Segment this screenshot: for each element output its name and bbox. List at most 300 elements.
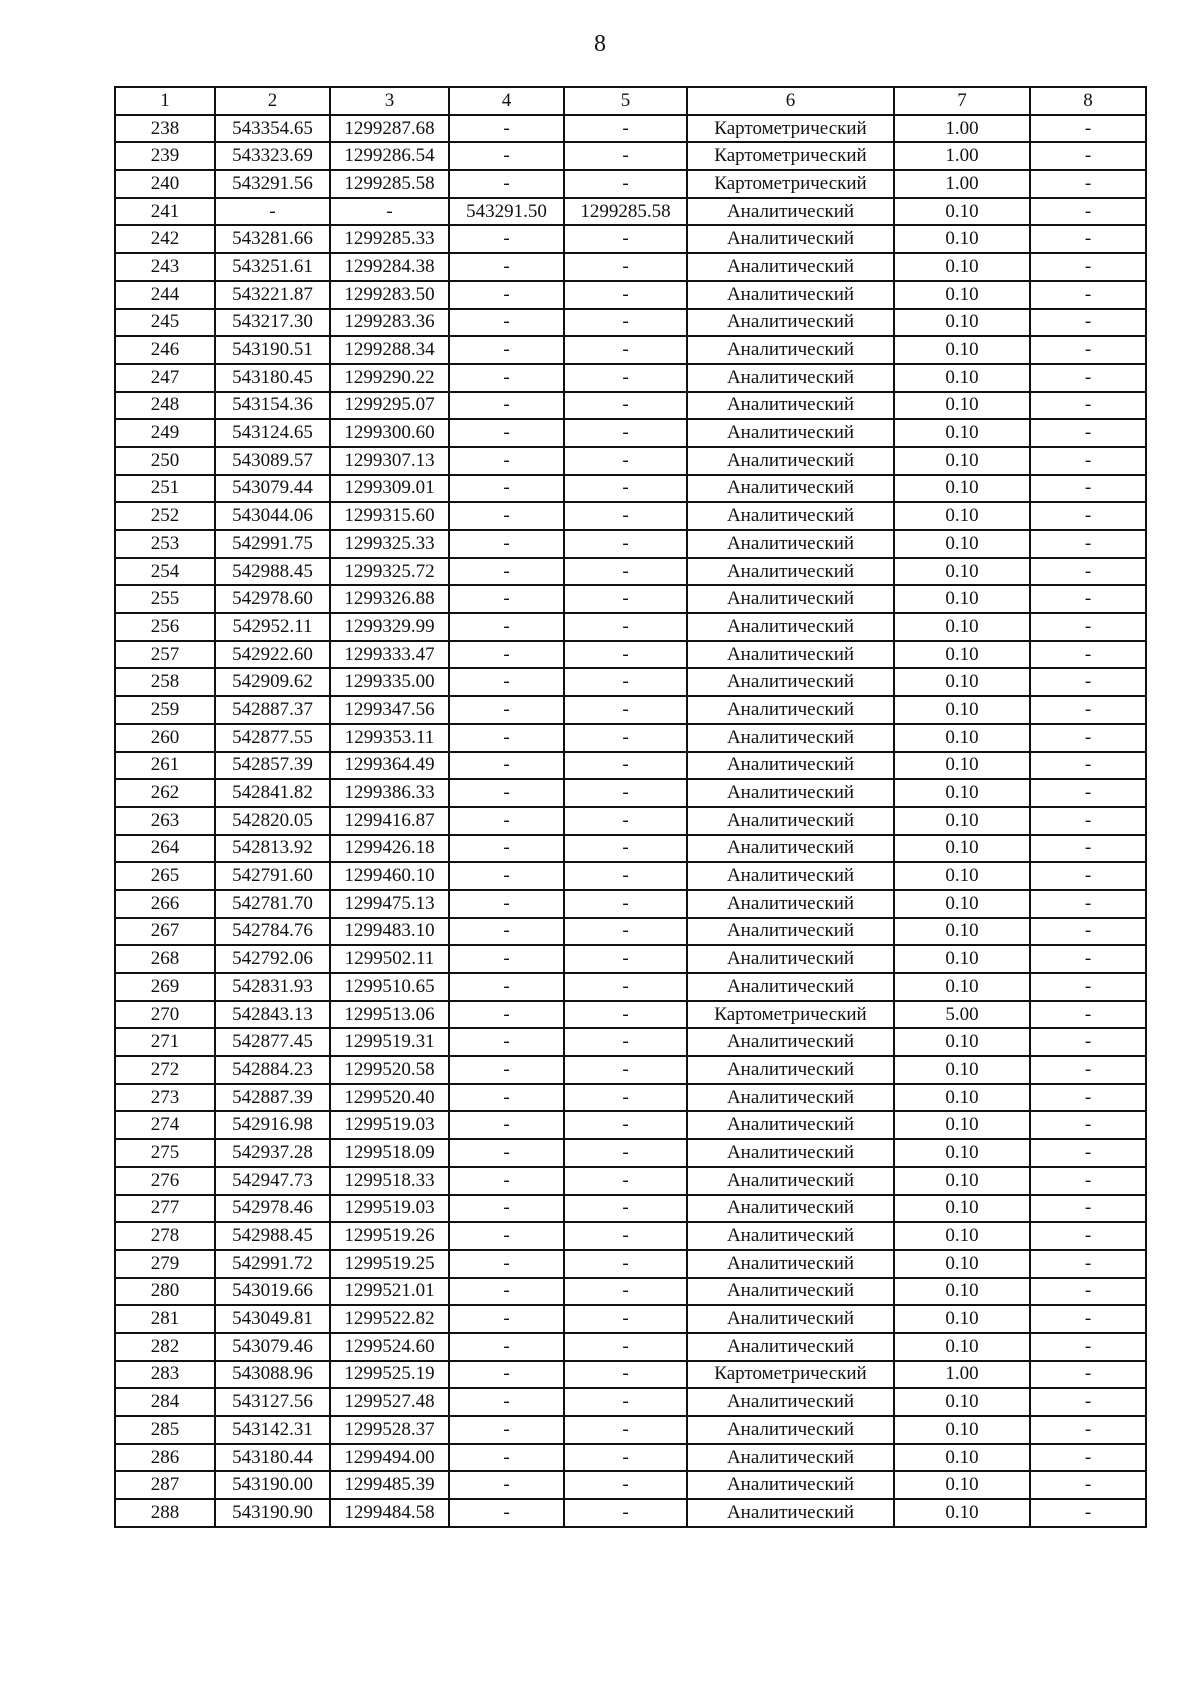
accuracy-cell: 0.10	[894, 696, 1030, 724]
y-new-cell: -	[564, 142, 687, 170]
y-coordinate-cell: 1299326.88	[330, 585, 449, 613]
accuracy-cell: 0.10	[894, 1084, 1030, 1112]
method-cell: Аналитический	[687, 1499, 894, 1527]
method-cell: Аналитический	[687, 475, 894, 503]
x-coordinate-cell: 543089.57	[215, 447, 330, 475]
y-coordinate-cell: 1299288.34	[330, 336, 449, 364]
y-new-cell: -	[564, 530, 687, 558]
note-cell: -	[1030, 309, 1146, 337]
table-row	[115, 475, 1146, 503]
table-body	[115, 115, 1146, 1527]
y-coordinate-cell: 1299347.56	[330, 696, 449, 724]
x-new-cell: -	[449, 1333, 564, 1361]
accuracy-cell: 0.10	[894, 890, 1030, 918]
x-new-cell: -	[449, 945, 564, 973]
column-header: 1	[115, 87, 215, 115]
y-coordinate-cell: 1299325.33	[330, 530, 449, 558]
note-cell: -	[1030, 585, 1146, 613]
note-cell: -	[1030, 198, 1146, 226]
x-coordinate-cell: 542781.70	[215, 890, 330, 918]
x-new-cell: -	[449, 1195, 564, 1223]
x-new-cell: -	[449, 1139, 564, 1167]
x-coordinate-cell: -	[215, 198, 330, 226]
note-cell: -	[1030, 696, 1146, 724]
y-new-cell: -	[564, 1444, 687, 1472]
point-number-cell: 252	[115, 502, 215, 530]
y-coordinate-cell: 1299416.87	[330, 807, 449, 835]
y-coordinate-cell: 1299295.07	[330, 392, 449, 420]
note-cell: -	[1030, 1333, 1146, 1361]
y-coordinate-cell: 1299335.00	[330, 668, 449, 696]
y-new-cell: -	[564, 170, 687, 198]
point-number-cell: 270	[115, 1001, 215, 1029]
accuracy-cell: 0.10	[894, 945, 1030, 973]
note-cell: -	[1030, 1001, 1146, 1029]
accuracy-cell: 0.10	[894, 835, 1030, 863]
y-new-cell: -	[564, 1222, 687, 1250]
column-header: 2	[215, 87, 330, 115]
x-new-cell: -	[449, 1499, 564, 1527]
x-new-cell: -	[449, 779, 564, 807]
method-cell: Аналитический	[687, 973, 894, 1001]
point-number-cell: 288	[115, 1499, 215, 1527]
accuracy-cell: 0.10	[894, 475, 1030, 503]
x-new-cell: -	[449, 1471, 564, 1499]
point-number-cell: 264	[115, 835, 215, 863]
point-number-cell: 248	[115, 392, 215, 420]
table-row	[115, 1471, 1146, 1499]
method-cell: Аналитический	[687, 1388, 894, 1416]
accuracy-cell: 0.10	[894, 558, 1030, 586]
note-cell: -	[1030, 1195, 1146, 1223]
y-coordinate-cell: 1299364.49	[330, 752, 449, 780]
accuracy-cell: 0.10	[894, 862, 1030, 890]
point-number-cell: 283	[115, 1361, 215, 1389]
x-coordinate-cell: 543281.66	[215, 225, 330, 253]
x-new-cell: -	[449, 225, 564, 253]
x-coordinate-cell: 542877.45	[215, 1028, 330, 1056]
note-cell: -	[1030, 1167, 1146, 1195]
table-row	[115, 724, 1146, 752]
y-coordinate-cell: 1299283.50	[330, 281, 449, 309]
table-row	[115, 1444, 1146, 1472]
method-cell: Аналитический	[687, 1333, 894, 1361]
y-coordinate-cell: 1299519.03	[330, 1195, 449, 1223]
method-cell: Аналитический	[687, 1195, 894, 1223]
method-cell: Аналитический	[687, 392, 894, 420]
note-cell: -	[1030, 281, 1146, 309]
x-new-cell: -	[449, 1111, 564, 1139]
accuracy-cell: 0.10	[894, 1250, 1030, 1278]
accuracy-cell: 0.10	[894, 1056, 1030, 1084]
method-cell: Аналитический	[687, 1250, 894, 1278]
note-cell: -	[1030, 558, 1146, 586]
table-row	[115, 170, 1146, 198]
note-cell: -	[1030, 1416, 1146, 1444]
x-coordinate-cell: 543291.56	[215, 170, 330, 198]
table-row	[115, 1416, 1146, 1444]
x-new-cell: -	[449, 253, 564, 281]
y-coordinate-cell: 1299519.26	[330, 1222, 449, 1250]
x-coordinate-cell: 542813.92	[215, 835, 330, 863]
table-row	[115, 807, 1146, 835]
note-cell: -	[1030, 142, 1146, 170]
table-row	[115, 1084, 1146, 1112]
x-coordinate-cell: 542784.76	[215, 918, 330, 946]
y-coordinate-cell: 1299521.01	[330, 1278, 449, 1306]
y-new-cell: -	[564, 447, 687, 475]
x-new-cell: -	[449, 1167, 564, 1195]
x-coordinate-cell: 543221.87	[215, 281, 330, 309]
y-new-cell: -	[564, 1471, 687, 1499]
y-new-cell: -	[564, 752, 687, 780]
point-number-cell: 265	[115, 862, 215, 890]
x-coordinate-cell: 543049.81	[215, 1305, 330, 1333]
accuracy-cell: 0.10	[894, 1167, 1030, 1195]
x-coordinate-cell: 543323.69	[215, 142, 330, 170]
x-new-cell: -	[449, 336, 564, 364]
table-row	[115, 1001, 1146, 1029]
note-cell: -	[1030, 1028, 1146, 1056]
note-cell: -	[1030, 1361, 1146, 1389]
y-new-cell: -	[564, 1195, 687, 1223]
method-cell: Аналитический	[687, 1222, 894, 1250]
x-coordinate-cell: 543154.36	[215, 392, 330, 420]
point-number-cell: 287	[115, 1471, 215, 1499]
method-cell: Аналитический	[687, 225, 894, 253]
table-row	[115, 945, 1146, 973]
accuracy-cell: 0.10	[894, 253, 1030, 281]
x-new-cell: 543291.50	[449, 198, 564, 226]
method-cell: Аналитический	[687, 807, 894, 835]
coordinates-table	[114, 86, 1147, 1528]
accuracy-cell: 0.10	[894, 1278, 1030, 1306]
y-new-cell: -	[564, 1388, 687, 1416]
note-cell: -	[1030, 1139, 1146, 1167]
accuracy-cell: 0.10	[894, 779, 1030, 807]
point-number-cell: 285	[115, 1416, 215, 1444]
table-row	[115, 973, 1146, 1001]
x-new-cell: -	[449, 558, 564, 586]
x-coordinate-cell: 543079.44	[215, 475, 330, 503]
method-cell: Аналитический	[687, 835, 894, 863]
method-cell: Аналитический	[687, 1416, 894, 1444]
y-new-cell: -	[564, 1499, 687, 1527]
note-cell: -	[1030, 945, 1146, 973]
accuracy-cell: 0.10	[894, 1195, 1030, 1223]
x-new-cell: -	[449, 392, 564, 420]
y-coordinate-cell: 1299519.31	[330, 1028, 449, 1056]
y-new-cell: -	[564, 890, 687, 918]
note-cell: -	[1030, 1444, 1146, 1472]
method-cell: Аналитический	[687, 1111, 894, 1139]
point-number-cell: 246	[115, 336, 215, 364]
x-new-cell: -	[449, 1388, 564, 1416]
note-cell: -	[1030, 502, 1146, 530]
point-number-cell: 261	[115, 752, 215, 780]
point-number-cell: 255	[115, 585, 215, 613]
y-coordinate-cell: 1299525.19	[330, 1361, 449, 1389]
note-cell: -	[1030, 862, 1146, 890]
note-cell: -	[1030, 1111, 1146, 1139]
y-new-cell: -	[564, 1001, 687, 1029]
point-number-cell: 241	[115, 198, 215, 226]
y-coordinate-cell: -	[330, 198, 449, 226]
accuracy-cell: 0.10	[894, 724, 1030, 752]
x-new-cell: -	[449, 1222, 564, 1250]
y-new-cell: -	[564, 668, 687, 696]
accuracy-cell: 0.10	[894, 364, 1030, 392]
x-new-cell: -	[449, 475, 564, 503]
note-cell: -	[1030, 1278, 1146, 1306]
y-new-cell: -	[564, 225, 687, 253]
note-cell: -	[1030, 973, 1146, 1001]
table-row	[115, 1028, 1146, 1056]
x-coordinate-cell: 542857.39	[215, 752, 330, 780]
method-cell: Картометрический	[687, 170, 894, 198]
y-new-cell: -	[564, 807, 687, 835]
point-number-cell: 238	[115, 115, 215, 143]
table-row	[115, 696, 1146, 724]
y-new-cell: -	[564, 918, 687, 946]
x-coordinate-cell: 542988.45	[215, 1222, 330, 1250]
accuracy-cell: 0.10	[894, 1028, 1030, 1056]
method-cell: Картометрический	[687, 1001, 894, 1029]
point-number-cell: 268	[115, 945, 215, 973]
x-coordinate-cell: 542884.23	[215, 1056, 330, 1084]
x-coordinate-cell: 542988.45	[215, 558, 330, 586]
x-coordinate-cell: 542947.73	[215, 1167, 330, 1195]
accuracy-cell: 0.10	[894, 309, 1030, 337]
x-coordinate-cell: 542843.13	[215, 1001, 330, 1029]
point-number-cell: 280	[115, 1278, 215, 1306]
accuracy-cell: 0.10	[894, 752, 1030, 780]
point-number-cell: 267	[115, 918, 215, 946]
y-new-cell: -	[564, 1028, 687, 1056]
x-coordinate-cell: 543019.66	[215, 1278, 330, 1306]
note-cell: -	[1030, 1250, 1146, 1278]
method-cell: Аналитический	[687, 419, 894, 447]
note-cell: -	[1030, 668, 1146, 696]
method-cell: Аналитический	[687, 447, 894, 475]
column-header: 5	[564, 87, 687, 115]
note-cell: -	[1030, 475, 1146, 503]
y-coordinate-cell: 1299460.10	[330, 862, 449, 890]
point-number-cell: 266	[115, 890, 215, 918]
y-coordinate-cell: 1299520.58	[330, 1056, 449, 1084]
point-number-cell: 281	[115, 1305, 215, 1333]
note-cell: -	[1030, 1084, 1146, 1112]
y-new-cell: -	[564, 336, 687, 364]
note-cell: -	[1030, 918, 1146, 946]
accuracy-cell: 0.10	[894, 447, 1030, 475]
method-cell: Аналитический	[687, 945, 894, 973]
x-coordinate-cell: 543217.30	[215, 309, 330, 337]
table-row	[115, 668, 1146, 696]
point-number-cell: 272	[115, 1056, 215, 1084]
y-coordinate-cell: 1299484.58	[330, 1499, 449, 1527]
table-row	[115, 1250, 1146, 1278]
note-cell: -	[1030, 779, 1146, 807]
x-coordinate-cell: 543079.46	[215, 1333, 330, 1361]
point-number-cell: 245	[115, 309, 215, 337]
x-new-cell: -	[449, 281, 564, 309]
x-coordinate-cell: 543044.06	[215, 502, 330, 530]
y-new-cell: -	[564, 973, 687, 1001]
x-new-cell: -	[449, 585, 564, 613]
method-cell: Аналитический	[687, 336, 894, 364]
accuracy-cell: 0.10	[894, 1499, 1030, 1527]
accuracy-cell: 0.10	[894, 973, 1030, 1001]
y-new-cell: -	[564, 253, 687, 281]
y-coordinate-cell: 1299285.33	[330, 225, 449, 253]
y-new-cell: -	[564, 1333, 687, 1361]
accuracy-cell: 0.10	[894, 918, 1030, 946]
table-row	[115, 1111, 1146, 1139]
x-new-cell: -	[449, 1056, 564, 1084]
accuracy-cell: 0.10	[894, 1305, 1030, 1333]
x-coordinate-cell: 542916.98	[215, 1111, 330, 1139]
x-coordinate-cell: 543088.96	[215, 1361, 330, 1389]
method-cell: Аналитический	[687, 281, 894, 309]
y-coordinate-cell: 1299519.25	[330, 1250, 449, 1278]
y-coordinate-cell: 1299502.11	[330, 945, 449, 973]
method-cell: Аналитический	[687, 1028, 894, 1056]
method-cell: Картометрический	[687, 1361, 894, 1389]
y-new-cell: -	[564, 502, 687, 530]
note-cell: -	[1030, 752, 1146, 780]
point-number-cell: 278	[115, 1222, 215, 1250]
table-row	[115, 281, 1146, 309]
accuracy-cell: 0.10	[894, 419, 1030, 447]
accuracy-cell: 0.10	[894, 225, 1030, 253]
method-cell: Аналитический	[687, 1084, 894, 1112]
table-row	[115, 862, 1146, 890]
y-coordinate-cell: 1299333.47	[330, 641, 449, 669]
point-number-cell: 263	[115, 807, 215, 835]
note-cell: -	[1030, 1471, 1146, 1499]
y-coordinate-cell: 1299284.38	[330, 253, 449, 281]
method-cell: Аналитический	[687, 1471, 894, 1499]
x-new-cell: -	[449, 835, 564, 863]
table-row	[115, 1139, 1146, 1167]
point-number-cell: 259	[115, 696, 215, 724]
point-number-cell: 271	[115, 1028, 215, 1056]
point-number-cell: 256	[115, 613, 215, 641]
y-new-cell: -	[564, 696, 687, 724]
y-coordinate-cell: 1299513.06	[330, 1001, 449, 1029]
method-cell: Аналитический	[687, 1305, 894, 1333]
x-new-cell: -	[449, 1278, 564, 1306]
y-coordinate-cell: 1299524.60	[330, 1333, 449, 1361]
table-row	[115, 558, 1146, 586]
table-row	[115, 309, 1146, 337]
table-row	[115, 779, 1146, 807]
method-cell: Аналитический	[687, 585, 894, 613]
x-new-cell: -	[449, 502, 564, 530]
y-new-cell: -	[564, 585, 687, 613]
table-row	[115, 1499, 1146, 1527]
accuracy-cell: 0.10	[894, 668, 1030, 696]
x-coordinate-cell: 542792.06	[215, 945, 330, 973]
y-new-cell: -	[564, 1305, 687, 1333]
table-row	[115, 1333, 1146, 1361]
x-coordinate-cell: 542952.11	[215, 613, 330, 641]
method-cell: Картометрический	[687, 115, 894, 143]
y-coordinate-cell: 1299329.99	[330, 613, 449, 641]
method-cell: Аналитический	[687, 890, 894, 918]
table-row	[115, 1361, 1146, 1389]
y-new-cell: -	[564, 1056, 687, 1084]
method-cell: Аналитический	[687, 558, 894, 586]
y-coordinate-cell: 1299475.13	[330, 890, 449, 918]
x-new-cell: -	[449, 309, 564, 337]
accuracy-cell: 0.10	[894, 198, 1030, 226]
table-row	[115, 641, 1146, 669]
x-new-cell: -	[449, 1001, 564, 1029]
point-number-cell: 253	[115, 530, 215, 558]
x-coordinate-cell: 542978.60	[215, 585, 330, 613]
table-row	[115, 890, 1146, 918]
x-coordinate-cell: 543127.56	[215, 1388, 330, 1416]
note-cell: -	[1030, 392, 1146, 420]
y-coordinate-cell: 1299386.33	[330, 779, 449, 807]
y-new-cell: -	[564, 945, 687, 973]
method-cell: Аналитический	[687, 502, 894, 530]
y-coordinate-cell: 1299519.03	[330, 1111, 449, 1139]
method-cell: Аналитический	[687, 198, 894, 226]
point-number-cell: 284	[115, 1388, 215, 1416]
page-number: 8	[594, 31, 606, 57]
y-coordinate-cell: 1299483.10	[330, 918, 449, 946]
accuracy-cell: 0.10	[894, 1222, 1030, 1250]
x-coordinate-cell: 542820.05	[215, 807, 330, 835]
x-new-cell: -	[449, 752, 564, 780]
table-row	[115, 1056, 1146, 1084]
x-coordinate-cell: 542991.72	[215, 1250, 330, 1278]
method-cell: Картометрический	[687, 142, 894, 170]
y-new-cell: 1299285.58	[564, 198, 687, 226]
point-number-cell: 282	[115, 1333, 215, 1361]
method-cell: Аналитический	[687, 862, 894, 890]
x-coordinate-cell: 543354.65	[215, 115, 330, 143]
y-new-cell: -	[564, 1167, 687, 1195]
y-coordinate-cell: 1299309.01	[330, 475, 449, 503]
accuracy-cell: 1.00	[894, 170, 1030, 198]
method-cell: Аналитический	[687, 1444, 894, 1472]
table-row	[115, 225, 1146, 253]
table-row	[115, 392, 1146, 420]
x-coordinate-cell: 543190.51	[215, 336, 330, 364]
x-new-cell: -	[449, 1305, 564, 1333]
table-row	[115, 1167, 1146, 1195]
point-number-cell: 276	[115, 1167, 215, 1195]
note-cell: -	[1030, 115, 1146, 143]
x-coordinate-cell: 542877.55	[215, 724, 330, 752]
x-new-cell: -	[449, 918, 564, 946]
method-cell: Аналитический	[687, 1278, 894, 1306]
table-row	[115, 1278, 1146, 1306]
accuracy-cell: 0.10	[894, 502, 1030, 530]
table-row	[115, 1305, 1146, 1333]
method-cell: Аналитический	[687, 668, 894, 696]
x-new-cell: -	[449, 1416, 564, 1444]
x-coordinate-cell: 542791.60	[215, 862, 330, 890]
x-coordinate-cell: 543190.00	[215, 1471, 330, 1499]
method-cell: Аналитический	[687, 752, 894, 780]
y-new-cell: -	[564, 613, 687, 641]
x-new-cell: -	[449, 641, 564, 669]
